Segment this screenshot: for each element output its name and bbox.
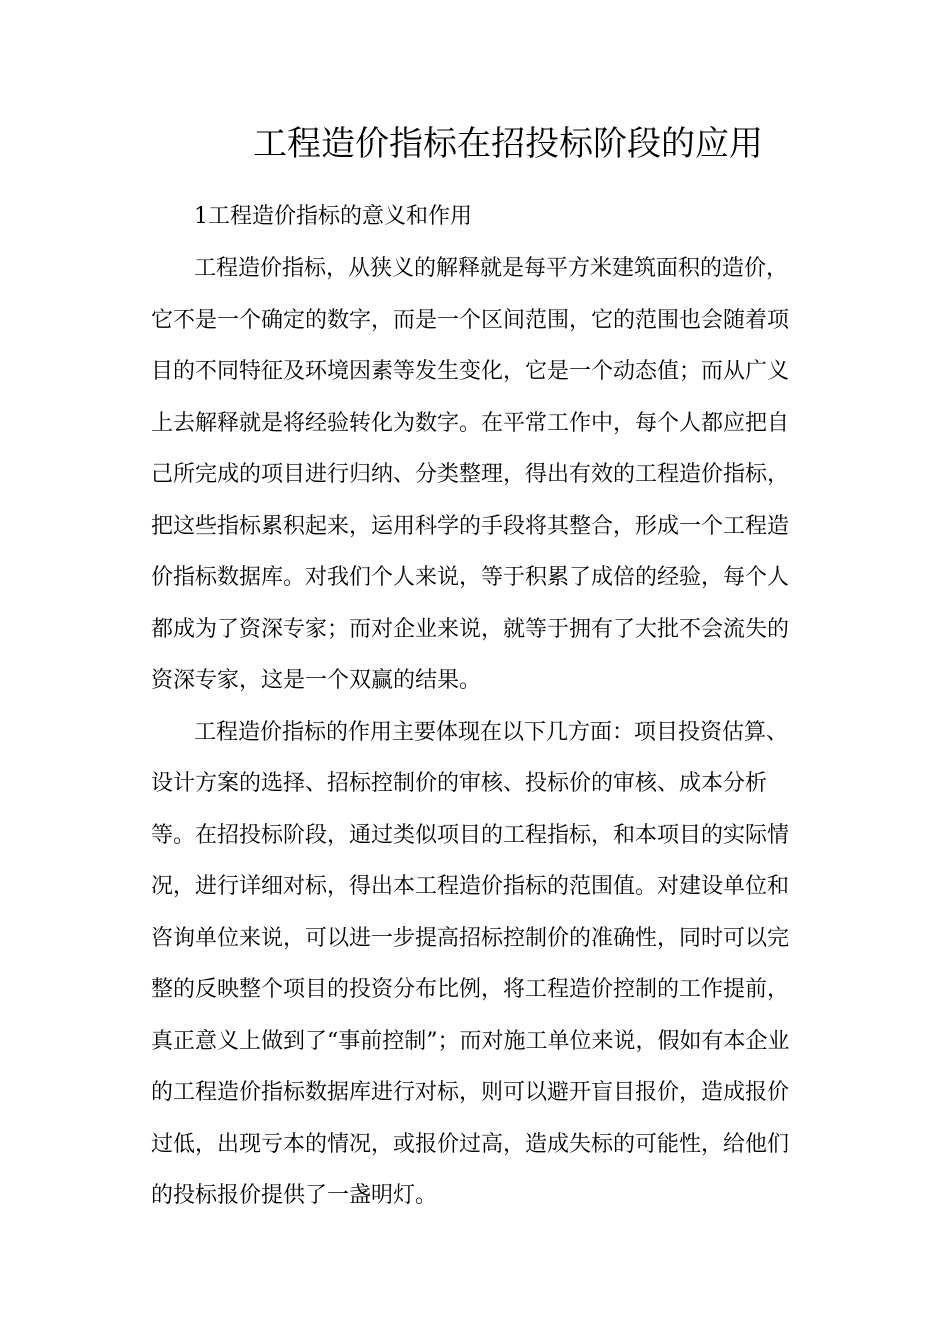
paragraph-2-line-5: 咨询单位来说，可以进一步提高招标控制价的准确性，同时可以完 xyxy=(151,926,790,951)
paragraph-1-line-7: 价指标数据库。对我们个人来说，等于积累了成倍的经验，每个人 xyxy=(151,565,790,590)
document-title: 工程造价指标在招投标阶段的应用 xyxy=(253,124,763,164)
paragraph-2-line-8: 的工程造价指标数据库进行对标，则可以避开盲目报价，造成报价 xyxy=(151,1080,790,1105)
paragraph-2-line-6: 整的反映整个项目的投资分布比例，将工程造价控制的工作提前， xyxy=(151,977,790,1002)
paragraph-2-line-2: 设计方案的选择、招标控制价的审核、投标价的审核、成本分析 xyxy=(151,771,768,796)
paragraph-1-line-8: 都成为了资深专家；而对企业来说，就等于拥有了大批不会流失的 xyxy=(151,617,790,642)
paragraph-2-line-7: 真正意义上做到了“事前控制”；而对施工单位来说，假如有本企业 xyxy=(151,1029,790,1054)
paragraph-1-line-4: 上去解释就是将经验转化为数字。在平常工作中，每个人都应把自 xyxy=(151,411,790,436)
paragraph-2-line-10: 的投标报价提供了一盏明灯。 xyxy=(151,1183,438,1208)
paragraph-1-line-9: 资深专家，这是一个双赢的结果。 xyxy=(151,668,482,693)
paragraph-1-line-5: 己所完成的项目进行归纳、分类整理，得出有效的工程造价指标， xyxy=(151,462,790,487)
paragraph-2-line-4: 况，进行详细对标，得出本工程造价指标的范围值。对建设单位和 xyxy=(151,874,790,899)
paragraph-2-line-1: 工程造价指标的作用主要体现在以下几方面：项目投资估算、 xyxy=(194,720,789,745)
paragraph-1-line-2: 它不是一个确定的数字，而是一个区间范围，它的范围也会随着项 xyxy=(151,308,790,333)
paragraph-1-line-1: 工程造价指标，从狭义的解释就是每平方米建筑面积的造价， xyxy=(194,256,789,281)
section-heading: 1工程造价指标的意义和作用 xyxy=(194,204,472,229)
paragraph-2-line-9: 过低，出现亏本的情况，或报价过高，造成失标的可能性，给他们 xyxy=(151,1132,790,1157)
paragraph-1-line-6: 把这些指标累积起来，运用科学的手段将其整合，形成一个工程造 xyxy=(151,514,790,539)
paragraph-1-line-3: 目的不同特征及环境因素等发生变化，它是一个动态值；而从广义 xyxy=(151,359,790,384)
paragraph-2-line-3: 等。在招投标阶段，通过类似项目的工程指标，和本项目的实际情 xyxy=(151,823,790,848)
